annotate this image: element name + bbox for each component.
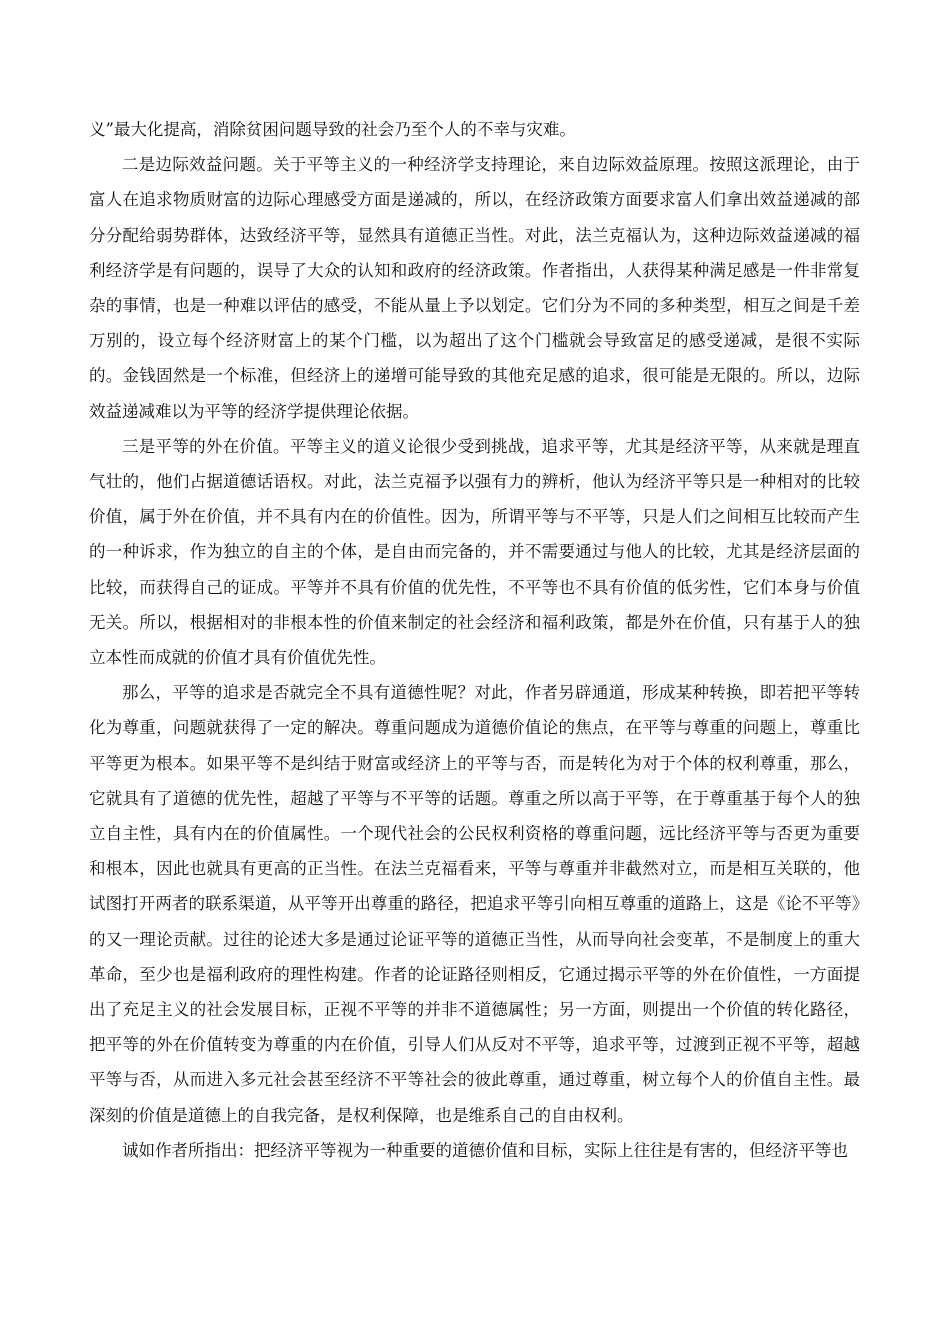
paragraph-equality-respect: 那么，平等的追求是否就完全不具有道德性呢？对此，作者另辟通道，形成某种转换，即若把平等转化为尊重，问题就获得了一定的解决。尊重问题成为道德价值论的焦点，在平等与尊重的问题上，尊重比平等更为根本。如果平等不是纠结于财富或经济上的平等与否，而是转化为对于个体的权利尊重，那么，它就具有了道德的优先性，超越了平等与不平等的话题。尊重之所以高于平等，在于尊重基于每个人的独立自主性，具有内在的价值属性。一个现代社会的公民权利资格的尊重问题，远比经济平等与否更为重要和根本，因此也就具有更高的正当性。在法兰克福看来，平等与尊重并非截然对立，而是相互关联的，他试图打开两者的联系渠道，从平等开出尊重的路径，把追求平等引向相互尊重的道路上，这是《论不平等》的又一理论贡献。过往的论述大多是通过论证平等的道德正当性，从而导向社会变革，不是制度上的重大革命，至少也是福利政府的理性构建。作者的论证路径则相反，它通过揭示平等的外在价值性，一方面提出了充足主义的社会发展目标，正视不平等的并非不道德属性；另一方面，则提出一个价值的转化路径，把平等的外在价值转变为尊重的内在价值，引导人们从反对不平等，追求平等，过渡到正视不平等，超越平等与否，从而进入多元社会甚至经济不平等社会的彼此尊重，通过尊重，树立每个人的价值自主性。最深刻的价值是道德上的自我完备，是权利保障，也是维系自己的自由权利。 [89,683,860,1125]
paragraph-external-value: 三是平等的外在价值。平等主义的道义论很少受到挑战，追求平等，尤其是经济平等，从来就是理直气壮的，他们占据道德话语权。对此，法兰克福予以强有力的辨析，他认为经济平等只是一种相对的比较价值，属于外在价值，并不具有内在的价值性。因为，所谓平等与不平等，只是人们之间相互比较而产生的一种诉求，作为独立的自主的个体，是自由而完备的，并不需要通过与他人的比较，尤其是经济层面的比较，而获得自己的证成。平等并不具有价值的优先性，不平等也不具有价值的低劣性，它们本身与价值无关。所以，根据相对的非根本性的价值来制定的社会经济和福利政策，都是外在价值，只有基于人的独立本性而成就的价值才具有价值优先性。 [89,436,860,668]
paragraph-continued: 义”最大化提高，消除贫困问题导致的社会乃至个人的不幸与灾难。 [89,120,576,139]
paragraph-marginal-utility: 二是边际效益问题。关于平等主义的一种经济学支持理论，来自边际效益原理。按照这派理论，由于富人在追求物质财富的边际心理感受方面是递减的，所以，在经济政策方面要求富人们拿出效益递减的部分分配给弱势群体，达致经济平等，显然具有道德正当性。对此，法兰克福认为，这种边际效益递减的福利经济学是有问题的，误导了大众的认知和政府的经济政策。作者指出，人获得某种满足感是一件非常复杂的事情，也是一种难以评估的感受，不能从量上予以划定。它们分为不同的多种类型，相互之间是千差万别的，设立每个经济财富上的某个门槛，以为超出了这个门槛就会导致富足的感受递减，是很不实际的。金钱固然是一个标准，但经济上的递增可能导致的其他充足感的追求，很可能是无限的。所以，边际效益递减难以为平等的经济学提供理论依据。 [89,155,860,421]
paragraph-conclusion: 诚如作者所指出：把经济平等视为一种重要的道德价值和目标，实际上往往是有害的，但经济平等也 [122,1140,848,1160]
body-text [89,112,860,1168]
